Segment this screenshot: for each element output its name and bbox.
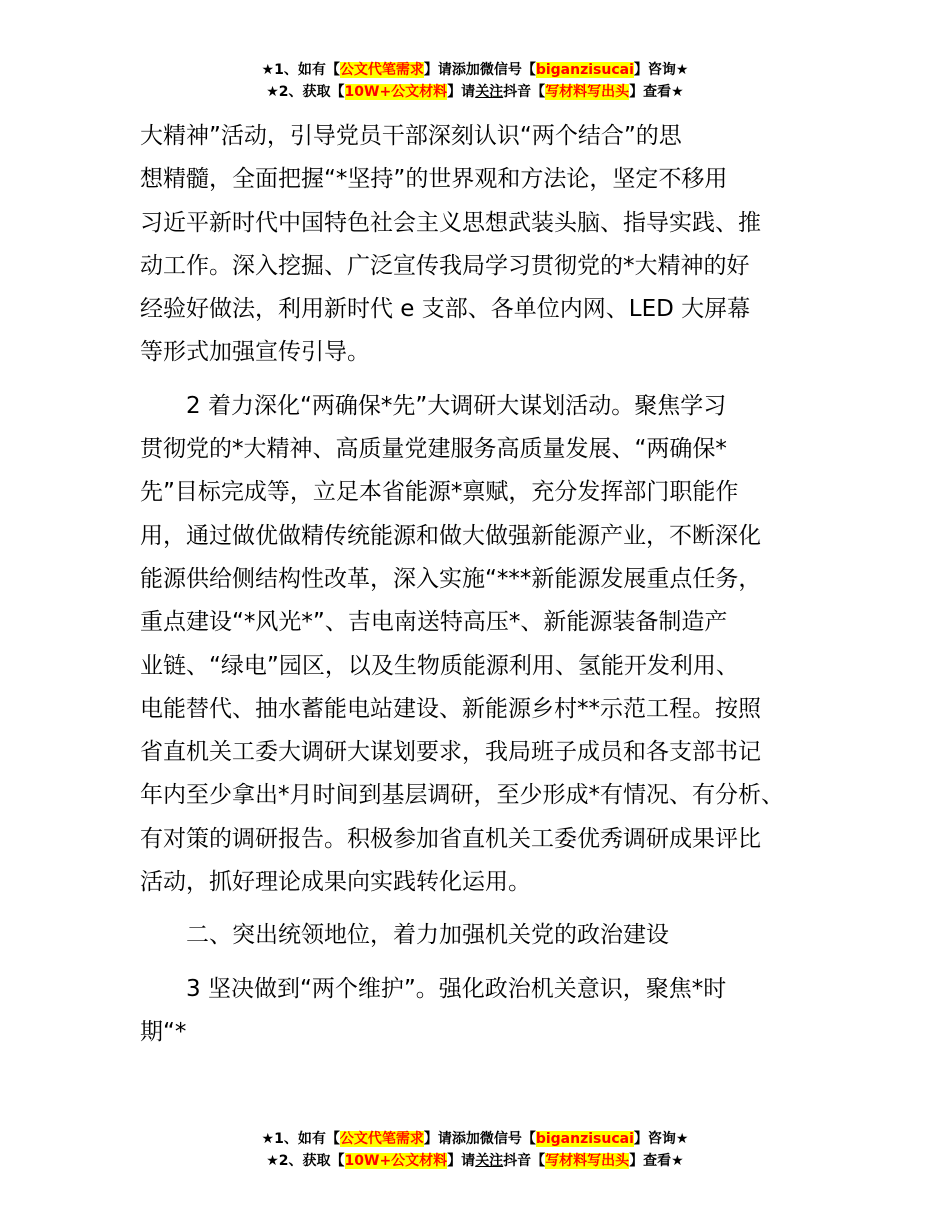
promo-text: 】请 xyxy=(447,84,476,100)
text-line: 有对策的调研报告。积极参加省直机关工委优秀调研成果评比 xyxy=(140,825,761,852)
promo-text: 抖音【 xyxy=(503,84,546,100)
paragraph-2 xyxy=(140,385,825,905)
promo-text: 】查看★ xyxy=(629,84,684,100)
promo-highlight: 10W+公文材料 xyxy=(344,84,448,100)
promo-highlight-wechat-id: biganzisucai xyxy=(535,62,634,78)
promo-highlight-wechat-id: biganzisucai xyxy=(535,1131,634,1147)
promo-text: ★1、如有【 xyxy=(261,1131,340,1147)
text-line: 2 着力深化“两确保*先”大调研大谋划活动。聚焦学习 xyxy=(186,392,727,419)
paragraph-1 xyxy=(140,115,825,375)
document-body xyxy=(140,115,825,1064)
text-line: 年内至少拿出*月时间到基层调研，至少形成*有情况、有分析、 xyxy=(140,782,784,809)
header-promo-line-2 xyxy=(0,81,950,103)
promo-text: 】请添加微信号【 xyxy=(423,1131,536,1147)
text-line: 大精神”活动，引导党员干部深刻认识“两个结合”的思 xyxy=(140,123,682,149)
promo-highlight-douyin: 写材料写出头 xyxy=(545,84,630,100)
promo-underline: 关注 xyxy=(475,84,504,100)
promo-text: ★1、如有【 xyxy=(261,62,340,78)
promo-text: 抖音【 xyxy=(503,1153,546,1169)
text-line: 业链、“绿电”园区，以及生物质能源利用、氢能开发利用、 xyxy=(140,652,739,679)
promo-underline: 关注 xyxy=(475,1153,504,1169)
text-line: 先”目标完成等，立足本省能源*禀赋，充分发挥部门职能作 xyxy=(140,479,739,506)
promo-highlight: 公文代笔需求 xyxy=(339,62,424,78)
text-line: 能源供给侧结构性改革，深入实施“***新能源发展重点任务， xyxy=(140,565,762,592)
heading-text: 二、突出统领地位，着力加强机关党的政治建设 xyxy=(186,922,669,949)
promo-text: 】请添加微信号【 xyxy=(423,62,536,78)
text-line: 期“* xyxy=(140,1018,187,1045)
text-line: 动工作。深入挖掘、广泛宣传我局学习贯彻党的*大精神的好 xyxy=(140,252,750,279)
text-line: 习近平新时代中国特色社会主义思想武装头脑、指导实践、推 xyxy=(140,209,761,236)
footer-promo-banner xyxy=(0,1128,950,1172)
text-line: 电能替代、抽水蓄能电站建设、新能源乡村**示范工程。按照 xyxy=(140,695,761,722)
text-line: 贯彻党的*大精神、高质量党建服务高质量发展、“两确保* xyxy=(140,436,727,463)
text-line: 经验好做法，利用新时代 e 支部、各单位内网、LED 大屏幕 xyxy=(140,296,751,323)
header-promo-banner xyxy=(0,59,950,103)
promo-text: 】咨询★ xyxy=(633,62,689,78)
paragraph-3 xyxy=(140,968,825,1055)
text-line: 等形式加强宣传引导。 xyxy=(140,339,370,366)
text-line: 想精髓，全面把握“*坚持”的世界观和方法论，坚定不移用 xyxy=(140,166,728,193)
promo-text: 】咨询★ xyxy=(633,1131,689,1147)
promo-highlight: 10W+公文材料 xyxy=(344,1153,448,1169)
promo-text: 】请 xyxy=(447,1153,476,1169)
promo-text: ★2、获取【 xyxy=(266,1153,345,1169)
header-promo-line-1 xyxy=(0,59,950,81)
footer-promo-line-1 xyxy=(0,1128,950,1150)
text-line: 活动，抓好理论成果向实践转化运用。 xyxy=(140,869,531,896)
section-heading xyxy=(140,914,825,957)
promo-highlight: 公文代笔需求 xyxy=(339,1131,424,1147)
text-line: 省直机关工委大调研大谋划要求，我局班子成员和各支部书记 xyxy=(140,739,761,766)
promo-highlight-douyin: 写材料写出头 xyxy=(545,1153,630,1169)
promo-text: ★2、获取【 xyxy=(266,84,345,100)
text-line: 3 坚决做到“两个维护”。强化政治机关意识，聚焦*时 xyxy=(186,975,727,1002)
promo-text: 】查看★ xyxy=(629,1153,684,1169)
text-line: 重点建设“*风光*”、吉电南送特高压*、新能源装备制造产 xyxy=(140,609,728,636)
footer-promo-line-2 xyxy=(0,1150,950,1172)
text-line: 用，通过做优做精传统能源和做大做强新能源产业，不断深化 xyxy=(140,522,761,549)
